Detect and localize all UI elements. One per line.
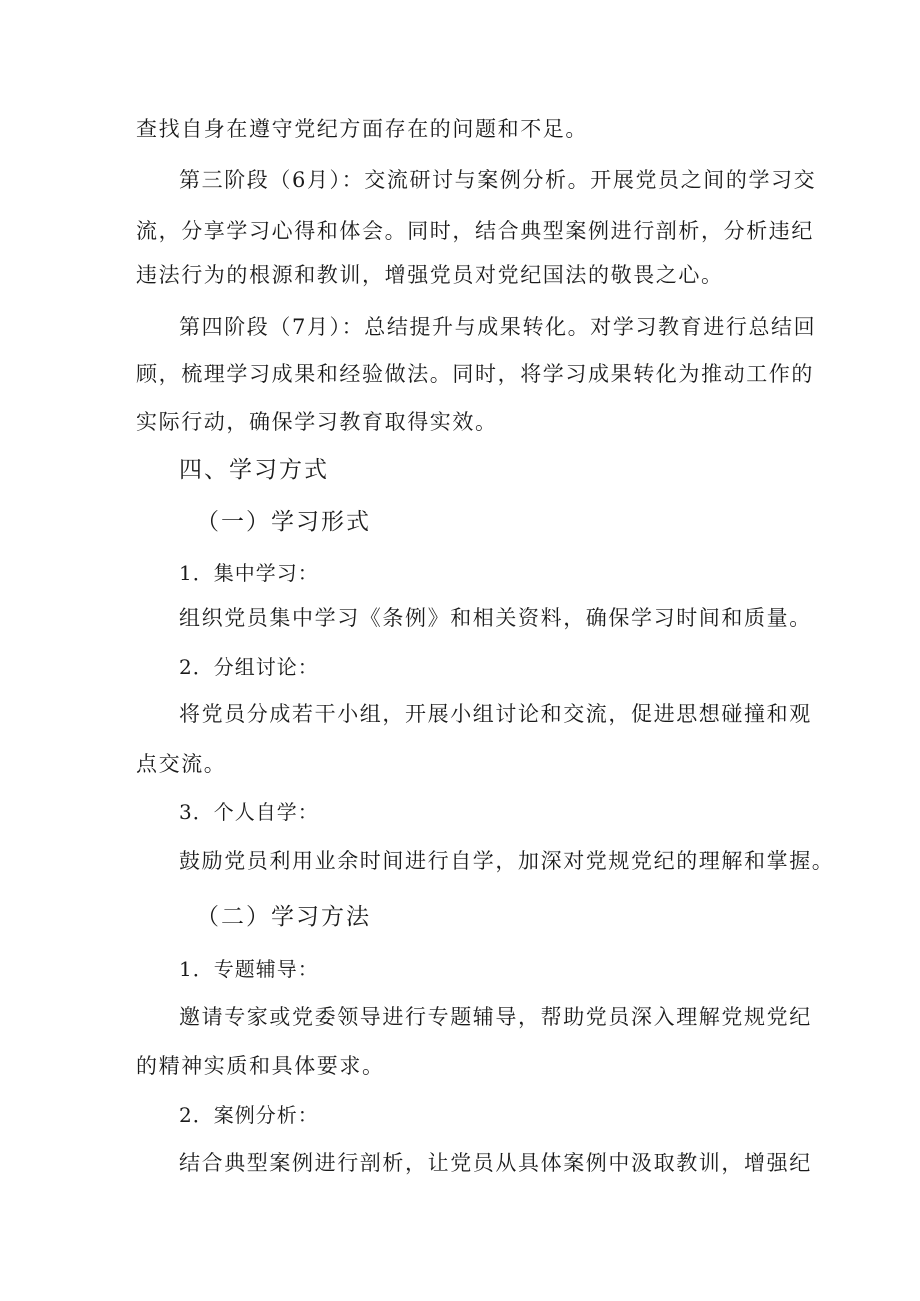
paragraph-line: 将党员分成若干小组，开展小组讨论和交流，促进思想碰撞和观 [179,702,812,726]
subsection-heading: （一）学习形式 [196,509,371,535]
section-heading: 四、学习方式 [179,457,329,483]
subsection-heading: （二）学习方法 [196,904,371,930]
list-item-title: 2．案例分析： [179,1103,319,1127]
list-item-title: 2．分组讨论： [179,655,319,679]
paragraph-line: 鼓励党员利用业余时间进行自学，加深对党规党纪的理解和掌握。 [179,849,835,873]
paragraph-line: 第四阶段（7月）：总结提升与成果转化。对学习教育进行总结回 [179,315,817,339]
list-item-title: 3．个人自学： [179,800,319,824]
paragraph-line: 第三阶段（6月）：交流研讨与案例分析。开展党员之间的学习交 [179,168,817,192]
paragraph-line: 组织党员集中学习《条例》和相关资料，确保学习时间和质量。 [179,606,812,630]
paragraph-line: 流，分享学习心得和体会。同时，结合典型案例进行剖析，分析违纪 [136,219,814,243]
paragraph-line: 查找自身在遵守党纪方面存在的问题和不足。 [136,117,588,141]
paragraph-line: 结合典型案例进行剖析，让党员从具体案例中汲取教训，增强纪 [179,1151,812,1175]
paragraph-line: 点交流。 [136,752,227,776]
paragraph-line: 顾，梳理学习成果和经验做法。同时，将学习成果转化为推动工作的 [136,362,814,386]
paragraph-line: 的精神实质和具体要求。 [136,1054,385,1078]
paragraph-line: 实际行动，确保学习教育取得实效。 [136,410,498,434]
paragraph-line: 违法行为的根源和教训，增强党员对党纪国法的敬畏之心。 [136,263,724,287]
paragraph-line: 邀请专家或党委领导进行专题辅导，帮助党员深入理解党规党纪 [179,1005,812,1029]
list-item-title: 1．专题辅导： [179,957,319,981]
list-item-title: 1．集中学习： [179,561,319,585]
